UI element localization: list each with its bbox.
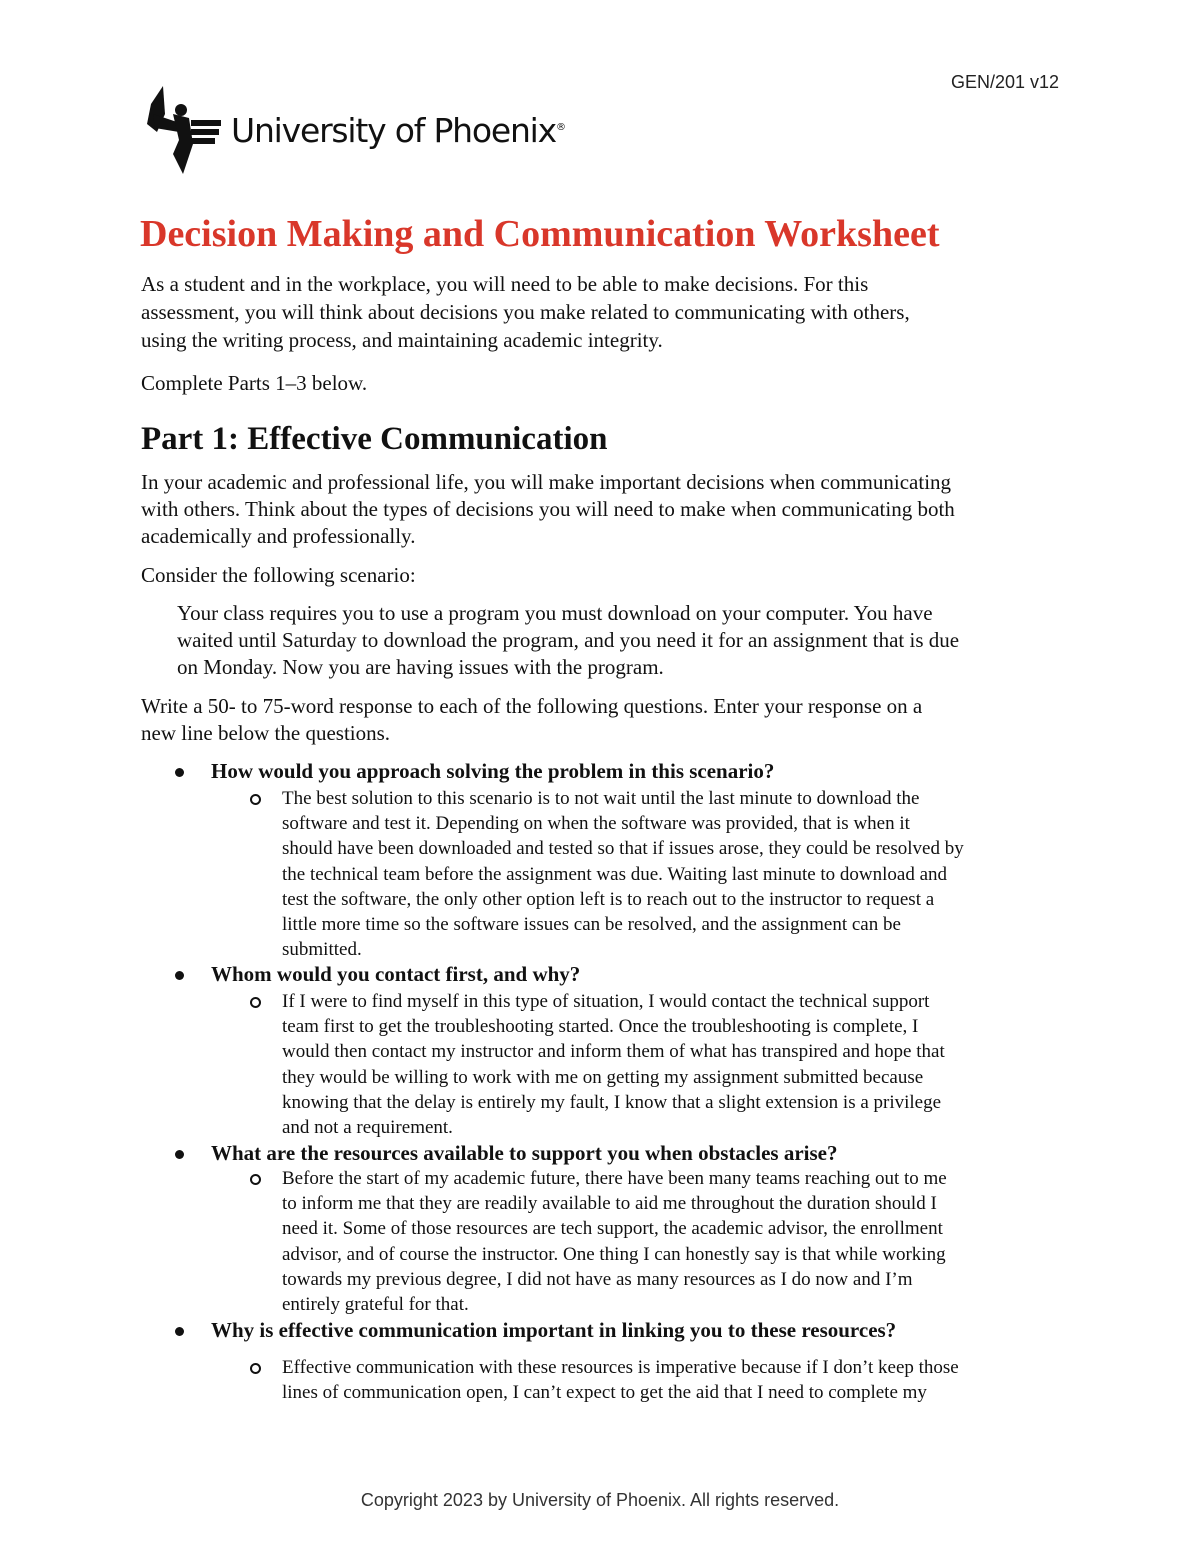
- text-line: test the software, the only other option left is to reach out to the instructor to request a: [282, 888, 935, 910]
- registered-mark: ®: [555, 121, 565, 133]
- text-line: new line below the questions.: [141, 721, 391, 745]
- text-line: Write a 50- to 75-word response to each of the following questions. Enter your response on a: [141, 694, 923, 718]
- question: Why is effective communication important in linking you to these resources?: [211, 1318, 897, 1342]
- sub-bullet-icon: [250, 997, 261, 1008]
- university-logo: [143, 84, 565, 176]
- phoenix-icon: [143, 84, 223, 176]
- text-line: lines of communication open, I can’t expect to get the aid that I need to complete my: [282, 1382, 927, 1404]
- complete-instruction: Complete Parts 1–3 below.: [141, 371, 368, 395]
- text-line: and not a requirement.: [282, 1117, 453, 1139]
- scenario-quote: [177, 600, 959, 681]
- text-line: the technical team before the assignment was due. Waiting last minute to download and: [282, 863, 948, 885]
- text-line: submitted.: [282, 939, 362, 961]
- text-line: Before the start of my academic future, there have been many teams reaching out to me: [282, 1168, 947, 1189]
- text-line: team first to get the troubleshooting started. Once the troubleshooting is complete, I: [282, 1016, 919, 1038]
- text-line: with others. Think about the types of decisions you will need to make when communicating both: [141, 497, 955, 521]
- text-line: assessment, you will think about decisions you make related to communicating with others,: [141, 300, 910, 324]
- course-code: GEN/201 v12: [950, 72, 1059, 92]
- text-line: would then contact my instructor and inform them of what has transpired and hope that: [282, 1041, 945, 1063]
- text-line: waited until Saturday to download the program, and you need it for an assignment that is due: [177, 628, 960, 652]
- logo-text: University of Phoenix: [231, 110, 556, 150]
- text-line: they would be willing to work with me on getting my assignment submitted because: [282, 1066, 924, 1088]
- text-line: should have been downloaded and tested so that if issues arose, they could be resolved by: [282, 838, 964, 860]
- bullet-icon: [175, 971, 184, 980]
- intro-paragraph: [141, 270, 910, 354]
- text-line: to inform me that they are readily available to aid me throughout the duration should I: [282, 1193, 937, 1215]
- text-line: knowing that the delay is entirely my fault, I know that a slight extension is a privilege: [282, 1091, 942, 1113]
- text-line: If I were to find myself in this type of situation, I would contact the technical support: [282, 991, 930, 1012]
- text-line: As a student and in the workplace, you will need to be able to make decisions. For this: [141, 272, 869, 296]
- instructions: [141, 693, 922, 747]
- question: Whom would you contact first, and why?: [211, 962, 581, 986]
- text-line: Effective communication with these resources is imperative because if I don’t keep those: [282, 1357, 959, 1378]
- answer: [282, 1166, 947, 1317]
- text-line: on Monday. Now you are having issues with the program.: [177, 655, 664, 679]
- text-line: advisor, and of course the instructor. One thing I can honestly say is that while working: [282, 1243, 946, 1265]
- text-line: The best solution to this scenario is to not wait until the last minute to download the: [282, 788, 920, 809]
- text-line: entirely grateful for that.: [282, 1294, 469, 1316]
- text-line: using the writing process, and maintaining academic integrity.: [141, 328, 663, 352]
- text-line: little more time so the software issues can be resolved, and the assignment can be: [282, 914, 901, 936]
- sub-bullet-icon: [250, 1174, 261, 1185]
- text-line: towards my previous degree, I did not have as many resources as I do now and I’m: [282, 1268, 913, 1290]
- answer: [282, 1355, 959, 1405]
- bullet-icon: [175, 1150, 184, 1159]
- bullet-icon: [175, 768, 184, 777]
- text-line: need it. Some of those resources are tech support, the academic advisor, the enrollment: [282, 1218, 943, 1240]
- text-line: software and test it. Depending on when the software was provided, that is when it: [282, 813, 910, 835]
- text-line: academically and professionally.: [141, 524, 416, 548]
- text-line: Your class requires you to use a program you must download on your computer. You have: [177, 601, 933, 625]
- document-title: Decision Making and Communication Worksheet: [140, 213, 940, 255]
- text-line: In your academic and professional life, you will make important decisions when communicating: [141, 470, 952, 494]
- answer: [282, 989, 945, 1140]
- copyright-footer: Copyright 2023 by University of Phoenix. All rights reserved.: [360, 1490, 840, 1510]
- question: How would you approach solving the problem in this scenario?: [211, 759, 775, 783]
- bullet-icon: [175, 1327, 184, 1336]
- question: What are the resources available to support you when obstacles arise?: [211, 1141, 838, 1165]
- sub-bullet-icon: [250, 794, 261, 805]
- part1-intro: [141, 469, 955, 550]
- sub-bullet-icon: [250, 1363, 261, 1374]
- part1-heading: Part 1: Effective Communication: [141, 421, 608, 457]
- answer: [282, 786, 964, 962]
- consider-text: Consider the following scenario:: [141, 563, 416, 587]
